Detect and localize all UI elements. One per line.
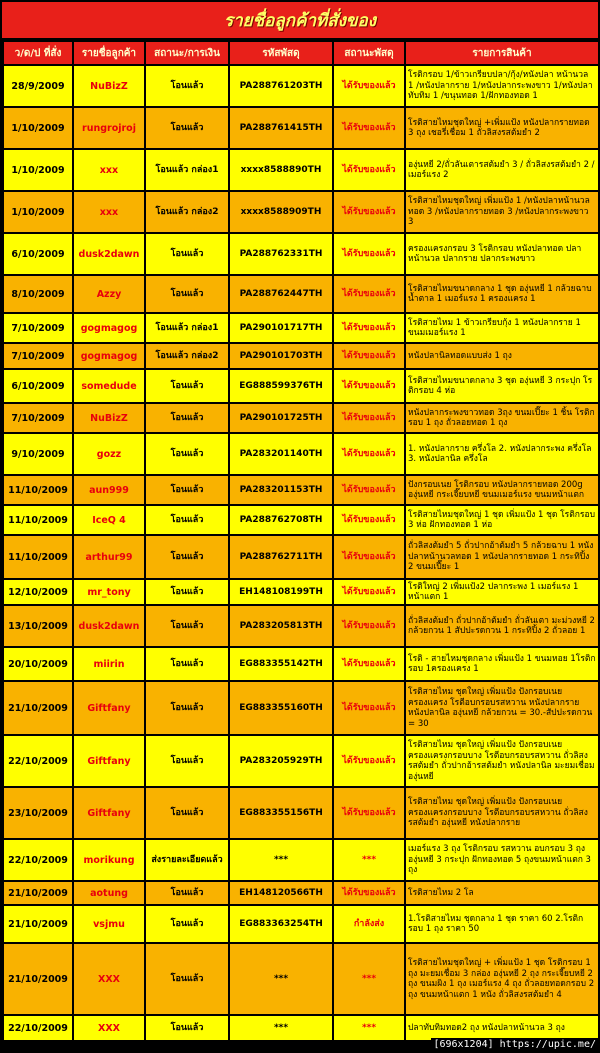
payment-status-cell: ส่งรายละเอียดแล้ว xyxy=(146,840,228,880)
parcel-status-cell: ได้รับของแล้ว xyxy=(334,276,404,312)
payment-status-cell: โอนแล้ว xyxy=(146,108,228,148)
table-row xyxy=(4,434,598,474)
payment-status-cell: โอนแล้ว xyxy=(146,1016,228,1040)
parcel-status-cell: ได้รับของแล้ว xyxy=(334,606,404,646)
tracking-number-cell: PA288762331TH xyxy=(230,234,332,274)
items-cell: หนังปลากระพงขาวทอด 3ถุง ขนมเปี๊ยะ 1 ชิ้น โรติกรอบ 1 ถุง ถั่วลอยทอด 1 ถุง xyxy=(406,404,598,432)
items-cell: องุ่นหยี 2/ถั่วลันเตารสต้มยำ 3 / ถั่วลิสงรสต้มยำ 2 /เมอร์แรง 2 xyxy=(406,150,598,190)
order-sheet xyxy=(2,2,598,1036)
tracking-number-cell: xxxx8588890TH xyxy=(230,150,332,190)
parcel-status-cell: *** xyxy=(334,1016,404,1040)
table-row xyxy=(4,476,598,504)
order-date-cell: 7/10/2009 xyxy=(4,314,72,342)
table-row xyxy=(4,580,598,604)
order-date-cell: 23/10/2009 xyxy=(4,788,72,838)
order-date-cell: 28/9/2009 xyxy=(4,66,72,106)
items-cell: โรติสายไหมขนาดกลาง 3 ชุด องุ่นหยี 3 กระปุก โรติกรอบ 4 ห่อ xyxy=(406,370,598,402)
table-row xyxy=(4,536,598,578)
tracking-number-cell: EG883355142TH xyxy=(230,648,332,680)
order-date-cell: 20/10/2009 xyxy=(4,648,72,680)
customer-name-cell: mr_tony xyxy=(74,580,144,604)
order-date-cell: 11/10/2009 xyxy=(4,506,72,534)
customer-name-cell: gozz xyxy=(74,434,144,474)
payment-status-cell: โอนแล้ว xyxy=(146,906,228,942)
items-cell: โรติสายไหมชุดใหญ่ +เพิ่มแป้ง หนังปลากรายทอด 3 ถุง เชอรี่เชื่อม 1 ถั่วลิสงรสต้มยำ 2 xyxy=(406,108,598,148)
table-row xyxy=(4,234,598,274)
customer-name-cell: miirin xyxy=(74,648,144,680)
payment-status-cell: โอนแล้ว xyxy=(146,476,228,504)
payment-status-cell: โอนแล้ว xyxy=(146,276,228,312)
tracking-number-cell: PA283201153TH xyxy=(230,476,332,504)
customer-name-cell: NuBizZ xyxy=(74,404,144,432)
order-date-cell: 8/10/2009 xyxy=(4,276,72,312)
parcel-status-cell: ได้รับของแล้ว xyxy=(334,108,404,148)
order-date-cell: 11/10/2009 xyxy=(4,536,72,578)
header-customer: รายชื่อลูกค้า xyxy=(74,42,144,64)
table-row xyxy=(4,506,598,534)
order-date-cell: 11/10/2009 xyxy=(4,476,72,504)
items-cell: ครองแครงกรอบ 3 โรติกรอบ หนังปลาทอด ปลาหน้านวล ปลากราย ปลากระพงขาว xyxy=(406,234,598,274)
order-date-cell: 9/10/2009 xyxy=(4,434,72,474)
payment-status-cell: โอนแล้ว xyxy=(146,944,228,1014)
parcel-status-cell: ได้รับของแล้ว xyxy=(334,66,404,106)
parcel-status-cell: ได้รับของแล้ว xyxy=(334,404,404,432)
items-cell: โรติสายไหม ชุดใหญ่ เพิ่มแป้ง ปังกรอบเนย ครองแครงกรอบบาง โรตีอบกรอบรสหวาน ถั่วลิสงรสต้มยำ องุ่นหยี หนังปลากราย xyxy=(406,788,598,838)
items-cell: ปังกรอบเนย โรติกรอบ หนังปลากรายทอด 200g องุ่นหยี กระเจี๊ยบหยี ขนมเมอร์แรง ขนมหน้าแตก xyxy=(406,476,598,504)
order-date-cell: 6/10/2009 xyxy=(4,370,72,402)
parcel-status-cell: ได้รับของแล้ว xyxy=(334,476,404,504)
items-cell: โรติ - สายไหมชุดกลาง เพิ่มแป้ง 1 ขนมหอย 1โรติกรอบ 1ครองแครง 1 xyxy=(406,648,598,680)
items-cell: โรติสายไหม 1 ข้าวเกรียบกุ้ง 1 หนังปลากราย 1 ขนมเมอร์แรง 1 xyxy=(406,314,598,342)
customer-name-cell: vsjmu xyxy=(74,906,144,942)
payment-status-cell: โอนแล้ว xyxy=(146,234,228,274)
table-row xyxy=(4,150,598,190)
customer-name-cell: IceQ 4 xyxy=(74,506,144,534)
customer-name-cell: arthur99 xyxy=(74,536,144,578)
tracking-number-cell: PA283201140TH xyxy=(230,434,332,474)
header-payment-status: สถานะ/การเงิน xyxy=(146,42,228,64)
payment-status-cell: โอนแล้ว xyxy=(146,506,228,534)
items-cell: โรติสายไหมขนาดกลาง 1 ชุด องุ่นหยี 1 กล้วยฉาบน้ำตาล 1 เมอร์แรง 1 ครองแครง 1 xyxy=(406,276,598,312)
items-cell: 1. หนังปลากราย ครึ่งโล 2. หนังปลากระพง ครึ่งโล 3. หนังปลานิล ครึ่งโล xyxy=(406,434,598,474)
tracking-number-cell: PA290101703TH xyxy=(230,344,332,368)
payment-status-cell: โอนแล้ว xyxy=(146,736,228,786)
table-row xyxy=(4,314,598,342)
order-date-cell: 22/10/2009 xyxy=(4,736,72,786)
table-row xyxy=(4,192,598,232)
payment-status-cell: โอนแล้ว xyxy=(146,404,228,432)
parcel-status-cell: ได้รับของแล้ว xyxy=(334,536,404,578)
customer-name-cell: Giftfany xyxy=(74,736,144,786)
payment-status-cell: โอนแล้ว xyxy=(146,370,228,402)
customer-name-cell: Giftfany xyxy=(74,788,144,838)
table-row xyxy=(4,944,598,1014)
parcel-status-cell: ได้รับของแล้ว xyxy=(334,434,404,474)
parcel-status-cell: ได้รับของแล้ว xyxy=(334,370,404,402)
tracking-number-cell: xxxx8588909TH xyxy=(230,192,332,232)
tracking-number-cell: *** xyxy=(230,1016,332,1040)
items-cell: โรติกรอบ 1/ข้าวเกรียบปลา/กุ้ง/หนังปลา หน้านวล 1 /หนังปลากราย 1/หนังปลากระพงขาว 1/หนังปลาทับทิม 1 /ขนุนทอด 1/ฝักทองทอด 1 xyxy=(406,66,598,106)
payment-status-cell: โอนแล้ว กล่อง2 xyxy=(146,192,228,232)
payment-status-cell: โอนแล้ว xyxy=(146,580,228,604)
parcel-status-cell: ได้รับของแล้ว xyxy=(334,736,404,786)
customer-name-cell: NuBizZ xyxy=(74,66,144,106)
table-row xyxy=(4,344,598,368)
order-date-cell: 22/10/2009 xyxy=(4,1016,72,1040)
header-tracking-number: รหัสพัสดุ xyxy=(230,42,332,64)
payment-status-cell: โอนแล้ว กล่อง1 xyxy=(146,314,228,342)
payment-status-cell: โอนแล้ว xyxy=(146,434,228,474)
items-cell: โรติสายไหม ชุดใหญ่ เพิ่มแป้ง ปังกรอบเนย ครองแครง โรตีอบกรอบรสหวาน หนังปลากราย หนังปลานิล องุ่นหยี กล้วยกวน = 30.-สัปปะรดกวน = 30 xyxy=(406,682,598,734)
parcel-status-cell: ได้รับของแล้ว xyxy=(334,788,404,838)
order-date-cell: 21/10/2009 xyxy=(4,906,72,942)
items-cell: ถั่วลิสงต้มยำ ถั่วปากอ้าต้มยำ ถั่วลันเตา มะม่วงหยี 2 กล้วยกวน 1 สัปปะรดกวน 1 กระทิปิ้ง 2 ถั่วลอย 1 xyxy=(406,606,598,646)
table-row xyxy=(4,370,598,402)
items-cell: หนังปลานิลทอดแบบส่ง 1 ถุง xyxy=(406,344,598,368)
payment-status-cell: โอนแล้ว กล่อง1 xyxy=(146,150,228,190)
items-cell: ถั่วลิสงต้มยำ 5 ถั่วปากอ้าต้มยำ 5 กล้วยฉาบ 1 หนังปลาหน้านวลทอด 1 หนังปลากรายทอด 1 กระทิปิ้ง 2 ขนมเปี๊ยะ 1 xyxy=(406,536,598,578)
tracking-number-cell: EG883363254TH xyxy=(230,906,332,942)
sheet-title: รายชื่อลูกค้าที่สั่งของ xyxy=(223,10,377,31)
customer-name-cell: dusk2dawn xyxy=(74,234,144,274)
table-row xyxy=(4,840,598,880)
order-date-cell: 21/10/2009 xyxy=(4,944,72,1014)
tracking-number-cell: PA283205813TH xyxy=(230,606,332,646)
order-date-cell: 13/10/2009 xyxy=(4,606,72,646)
customer-name-cell: aun999 xyxy=(74,476,144,504)
parcel-status-cell: ได้รับของแล้ว xyxy=(334,150,404,190)
customer-name-cell: XXX xyxy=(74,944,144,1014)
items-cell: 1.โรติสายไหม ชุดกลาง 1 ชุด ราคา 60 2.โรติกรอบ 1 ถุง ราคา 50 xyxy=(406,906,598,942)
tracking-number-cell: PA283205929TH xyxy=(230,736,332,786)
items-cell: โรติสายไหมชุดใหญ่ 1 ชุด เพิ่มแป้ง 1 ชุด โรติกรอบ 3 ห่อ ฝักทองทอด 1 ห่อ xyxy=(406,506,598,534)
order-date-cell: 1/10/2009 xyxy=(4,108,72,148)
payment-status-cell: โอนแล้ว xyxy=(146,788,228,838)
tracking-number-cell: PA288762447TH xyxy=(230,276,332,312)
payment-status-cell: โอนแล้ว xyxy=(146,536,228,578)
customer-name-cell: somedude xyxy=(74,370,144,402)
parcel-status-cell: ได้รับของแล้ว xyxy=(334,506,404,534)
parcel-status-cell: กำลังส่ง xyxy=(334,906,404,942)
orders-table xyxy=(2,40,600,1042)
customer-name-cell: xxx xyxy=(74,192,144,232)
order-date-cell: 6/10/2009 xyxy=(4,234,72,274)
customer-name-cell: gogmagog xyxy=(74,314,144,342)
customer-name-cell: Giftfany xyxy=(74,682,144,734)
header-order-date: ว/ด/ป ที่สั่ง xyxy=(4,42,72,64)
customer-name-cell: aotung xyxy=(74,882,144,904)
table-row xyxy=(4,66,598,106)
table-row xyxy=(4,108,598,148)
items-cell: โรติใหญ่ 2 เพิ่มแป้ง2 ปลากระพง 1 เมอร์แรง 1 หน้าแตก 1 xyxy=(406,580,598,604)
customer-name-cell: morikung xyxy=(74,840,144,880)
items-cell: เมอร์แรง 3 ถุง โรติกรอบ รสหวาน อบกรอบ 3 ถุง องุ่นหยี 3 กระปุก ฝักทองทอด 5 ถุงขนมหน้าแตก 3 ถุง xyxy=(406,840,598,880)
payment-status-cell: โอนแล้ว xyxy=(146,606,228,646)
items-cell: โรติสายไหมชุดใหญ่ + เพิ่มแป้ง 1 ชุด โรติกรอบ 1 ถุง มะยมเชื่อม 3 กล่อง องุ่นหยี 2 ถุง กระเจี๊ยบหยี 2 ถุง ขนมผิง 1 ถุง เมอร์แรง 4 ถุง ถั่วลอยทอดกรอบ 2 ถุง ขนมหน้าแตก 1 หนัง ถั่วลิสงรสต้มยำ 4 xyxy=(406,944,598,1014)
order-date-cell: 22/10/2009 xyxy=(4,840,72,880)
payment-status-cell: โอนแล้ว xyxy=(146,682,228,734)
customer-name-cell: rungrojroj xyxy=(74,108,144,148)
tracking-number-cell: PA288762711TH xyxy=(230,536,332,578)
tracking-number-cell: *** xyxy=(230,840,332,880)
table-row xyxy=(4,736,598,786)
tracking-number-cell: EG883355160TH xyxy=(230,682,332,734)
tracking-number-cell: EG888599376TH xyxy=(230,370,332,402)
tracking-number-cell: PA290101717TH xyxy=(230,314,332,342)
parcel-status-cell: *** xyxy=(334,944,404,1014)
sheet-title-bar xyxy=(2,2,598,38)
order-date-cell: 12/10/2009 xyxy=(4,580,72,604)
tracking-number-cell: PA288761203TH xyxy=(230,66,332,106)
tracking-number-cell: EH148120566TH xyxy=(230,882,332,904)
parcel-status-cell: ได้รับของแล้ว xyxy=(334,344,404,368)
payment-status-cell: โอนแล้ว xyxy=(146,648,228,680)
order-date-cell: 21/10/2009 xyxy=(4,682,72,734)
parcel-status-cell: ได้รับของแล้ว xyxy=(334,682,404,734)
header-items: รายการสินค้า xyxy=(406,42,598,64)
customer-name-cell: dusk2dawn xyxy=(74,606,144,646)
payment-status-cell: โอนแล้ว xyxy=(146,882,228,904)
table-row xyxy=(4,276,598,312)
items-cell: โรติสายไหม ชุดใหญ่ เพิ่มแป้ง ปังกรอบเนย ครองแครงกรอบบาง โรตีอบกรอบรสหวาน ถั่วลิสงรสต้มยำ ถั่วปากอ้ารสต้มยำ หนังปลานิล มะยมเชื่อม องุ่นหยี xyxy=(406,736,598,786)
tracking-number-cell: *** xyxy=(230,944,332,1014)
table-row xyxy=(4,788,598,838)
table-row xyxy=(4,404,598,432)
table-row xyxy=(4,648,598,680)
parcel-status-cell: ได้รับของแล้ว xyxy=(334,648,404,680)
image-host-footer: [696x1204] https://upic.me/ xyxy=(433,1039,596,1050)
tracking-number-cell: PA290101725TH xyxy=(230,404,332,432)
parcel-status-cell: *** xyxy=(334,840,404,880)
payment-status-cell: โอนแล้ว xyxy=(146,66,228,106)
table-row xyxy=(4,1016,598,1040)
order-date-cell: 21/10/2009 xyxy=(4,882,72,904)
customer-name-cell: Azzy xyxy=(74,276,144,312)
items-cell: โรติสายไหม 2 โล xyxy=(406,882,598,904)
tracking-number-cell: EG883355156TH xyxy=(230,788,332,838)
header-parcel-status: สถานะพัสดุ xyxy=(334,42,404,64)
tracking-number-cell: EH148108199TH xyxy=(230,580,332,604)
table-row xyxy=(4,682,598,734)
order-date-cell: 1/10/2009 xyxy=(4,150,72,190)
order-date-cell: 1/10/2009 xyxy=(4,192,72,232)
order-date-cell: 7/10/2009 xyxy=(4,344,72,368)
parcel-status-cell: ได้รับของแล้ว xyxy=(334,882,404,904)
payment-status-cell: โอนแล้ว กล่อง2 xyxy=(146,344,228,368)
order-date-cell: 7/10/2009 xyxy=(4,404,72,432)
customer-name-cell: xxx xyxy=(74,150,144,190)
items-cell: ปลาทับทิมทอด2 ถุง หนังปลาหน้านวล 3 ถุง xyxy=(406,1016,598,1040)
items-cell: โรติสายไหมชุดใหญ่ เพิ่มแป้ง 1 /หนังปลาหน้านวลทอด 3 /หนังปลากรายทอด 3 /หนังปลากระพงขาว 3 xyxy=(406,192,598,232)
parcel-status-cell: ได้รับของแล้ว xyxy=(334,314,404,342)
parcel-status-cell: ได้รับของแล้ว xyxy=(334,234,404,274)
parcel-status-cell: ได้รับของแล้ว xyxy=(334,580,404,604)
customer-name-cell: XXX xyxy=(74,1016,144,1040)
parcel-status-cell: ได้รับของแล้ว xyxy=(334,192,404,232)
table-body xyxy=(4,66,598,1040)
table-row xyxy=(4,882,598,904)
tracking-number-cell: PA288762708TH xyxy=(230,506,332,534)
table-row xyxy=(4,606,598,646)
customer-name-cell: gogmagog xyxy=(74,344,144,368)
table-row xyxy=(4,906,598,942)
tracking-number-cell: PA288761415TH xyxy=(230,108,332,148)
table-header-row xyxy=(4,42,598,64)
